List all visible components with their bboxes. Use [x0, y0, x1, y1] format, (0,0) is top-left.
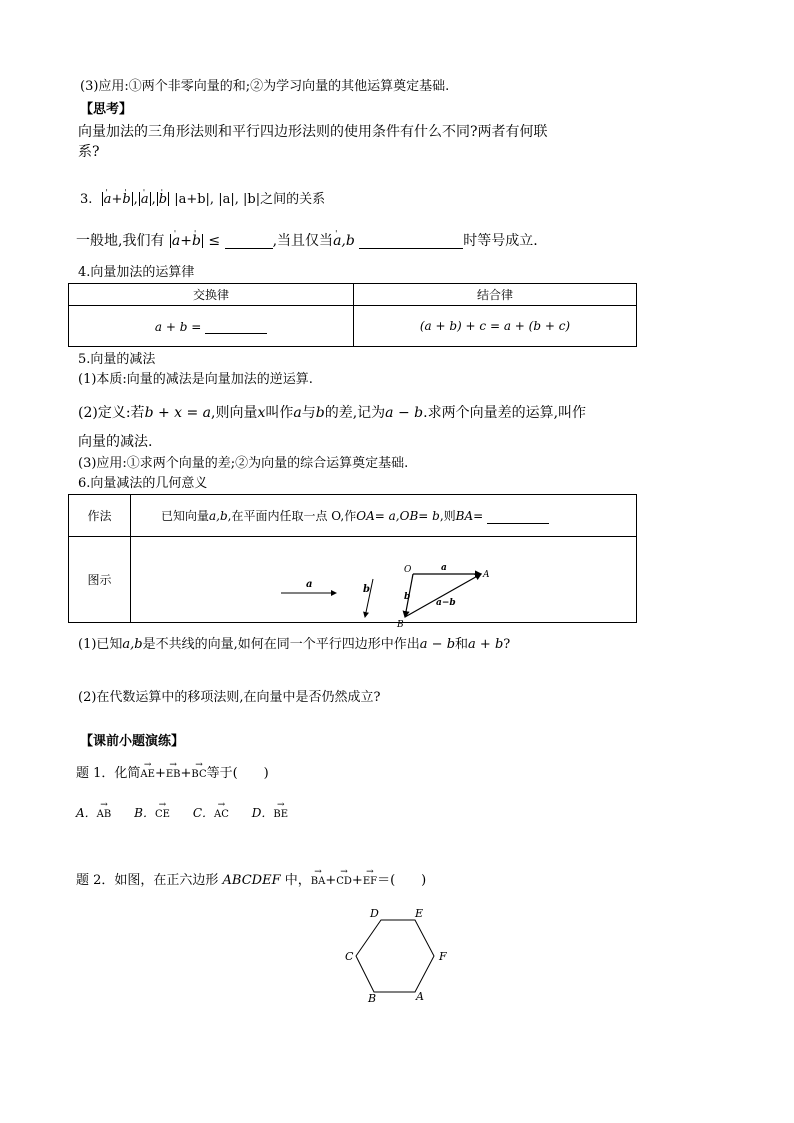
option-a[interactable]: A．→ AB [76, 806, 111, 820]
blank-condition[interactable] [359, 234, 463, 249]
subtraction-essence: (1)本质:向量的减法是向量加法的逆运算. [78, 372, 313, 387]
question-1: (1)已知a,b是不共线的向量,如何在同一个平行四边形中作出a − b和a + b? [78, 637, 511, 652]
figure-label: 图示 [69, 537, 131, 623]
subtraction-definition: (2)定义:若b + x = a,则向量x叫作a与b的差,记为a − b.求两个向量差的运算,叫作 [78, 405, 587, 421]
vec-a: ' a [104, 192, 112, 208]
header-commutative: 交换律 [69, 284, 354, 306]
point-b-label: B [397, 620, 404, 630]
think-question: 向量加法的三角形法则和平行四边形法则的使用条件有什么不同?两者有何联 [78, 124, 548, 140]
oa-label: a [441, 563, 447, 573]
option-b[interactable]: B．→ CE [134, 806, 170, 820]
section-3-line: 3. ' a+' b ,' a ,' b |a+b|, |a|, |b|之间的关系 [80, 192, 325, 208]
problem-2: 题 2．如图，在正六边形 ABCDEF 中，→ BA+→ CD+→ EF＝( ) [76, 873, 426, 890]
commutative-cell: a + b = [69, 306, 354, 347]
inequality-line: 一般地,我们有 ' a+' b ≤ ,当且仅当' a,b 时等号成立. [76, 233, 538, 249]
problem-1-options [76, 805, 288, 823]
amb-label: a−b [436, 598, 456, 608]
vertex-a: A [416, 990, 424, 1003]
subtraction-definition-cont: 向量的减法. [78, 434, 153, 450]
point-a-label: A [483, 570, 490, 580]
ob-label: b [404, 592, 411, 602]
vector-subtraction-figure [131, 537, 636, 630]
vector-a-label: a [306, 579, 313, 590]
figure-cell [131, 537, 637, 630]
section-number: 3. [80, 192, 93, 207]
abs-b: |b| [243, 192, 261, 207]
problem-1: 题 1．化简→ AE+→ EB+→ BC等于( ) [76, 766, 269, 783]
header-associative: 结合律 [354, 284, 637, 306]
option-c[interactable]: C．→ AC [193, 806, 229, 820]
associative-cell: (a + b) + c = a + (b + c) [354, 306, 637, 347]
section-6-title: 6.向量减法的几何意义 [78, 476, 208, 491]
geometry-table [68, 494, 637, 630]
option-d[interactable]: D．→ BE [252, 806, 288, 820]
blank-inequality[interactable] [225, 234, 273, 249]
law-table [68, 283, 637, 347]
method-text: 已知向量a,b,在平面内任取一点 O,作OA= a,OB= b,则BA= [131, 495, 637, 537]
hexagon-figure [338, 903, 458, 1008]
vertex-e: E [415, 907, 424, 920]
vertex-f: F [439, 950, 447, 963]
section-5-title: 5.向量的减法 [78, 352, 156, 367]
section-4-title: 4.向量加法的运算律 [78, 265, 195, 280]
vertex-c: C [345, 950, 354, 963]
question-2: (2)在代数运算中的移项法则,在向量中是否仍然成立? [78, 690, 381, 705]
vertex-d: D [370, 907, 379, 920]
application-line: (3)应用:①两个非零向量的和;②为学习向量的其他运算奠定基础. [80, 79, 450, 94]
hexagon-shape [356, 920, 434, 992]
blank-commutative[interactable] [205, 319, 267, 334]
think-question-cont: 系? [78, 144, 100, 160]
blank-ba[interactable] [487, 509, 549, 524]
abs-sum: |a+b| [174, 192, 210, 207]
vector-b-label: b [363, 584, 370, 595]
vertex-b: B [368, 992, 377, 1005]
abs-a: |a| [218, 192, 235, 207]
vec-b: ' b [122, 192, 130, 208]
practice-heading: 【课前小题演练】 [80, 734, 185, 749]
method-label: 作法 [69, 495, 131, 537]
point-o-label: O [404, 565, 412, 575]
subtraction-application: (3)应用:①求两个向量的差;②为向量的综合运算奠定基础. [78, 456, 409, 471]
think-heading: 【思考】 [80, 102, 133, 117]
vector-ba-arrow [405, 574, 481, 617]
